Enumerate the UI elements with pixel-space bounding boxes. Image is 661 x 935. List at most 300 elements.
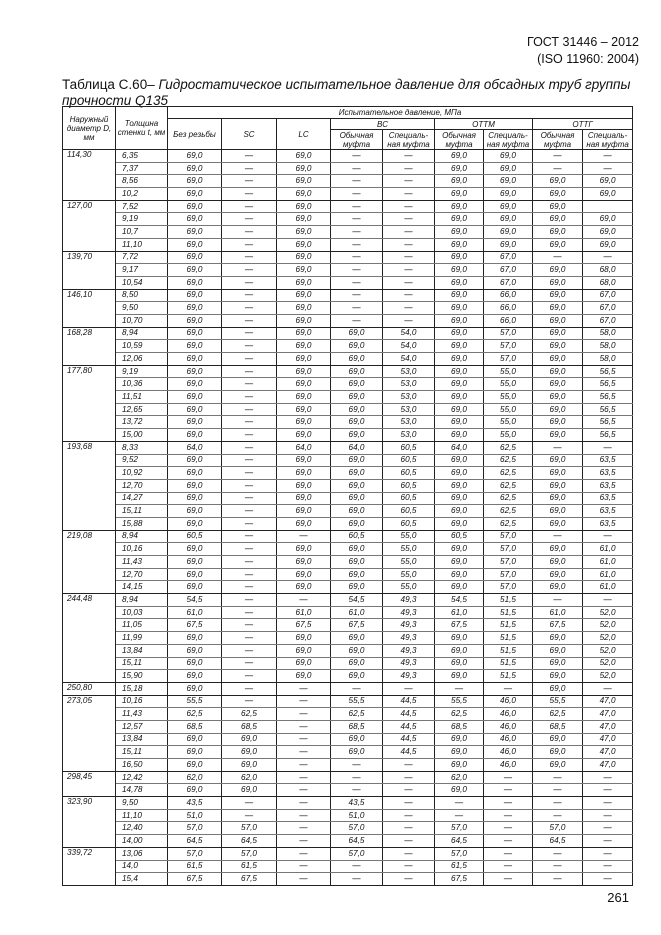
wall-thickness-cell: 15,11: [116, 657, 168, 670]
pressure-cell: 69,0: [277, 150, 331, 163]
pressure-cell: 69,0: [277, 175, 331, 188]
wall-thickness-cell: 7,72: [116, 251, 168, 264]
pressure-cell: —: [277, 822, 331, 835]
pressure-cell: 69,0: [435, 289, 484, 302]
pressure-cell: —: [435, 797, 484, 810]
pressure-cell: 69,0: [484, 200, 533, 213]
pressure-cell: —: [583, 251, 633, 264]
pressure-cell: —: [222, 543, 277, 556]
pressure-cell: —: [222, 479, 277, 492]
wall-thickness-cell: 14,27: [116, 492, 168, 505]
pressure-cell: 69,0: [168, 378, 222, 391]
wall-thickness-cell: 10,16: [116, 543, 168, 556]
pressure-cell: —: [533, 847, 583, 860]
pressure-cell: —: [222, 644, 277, 657]
pressure-cell: 49,3: [383, 670, 435, 683]
pressure-cell: 69,0: [533, 467, 583, 480]
pressure-cell: 55,0: [484, 365, 533, 378]
pressure-cell: 69,0: [331, 327, 383, 340]
pressure-cell: —: [583, 771, 633, 784]
pressure-cell: 69,0: [583, 213, 633, 226]
pressure-cell: 69,0: [533, 340, 583, 353]
pressure-cell: 69,0: [331, 467, 383, 480]
pressure-cell: 69,0: [435, 632, 484, 645]
pressure-cell: 69,0: [435, 467, 484, 480]
pressure-cell: 53,0: [383, 391, 435, 404]
pressure-cell: —: [331, 175, 383, 188]
pressure-cell: —: [533, 784, 583, 797]
pressure-cell: 49,3: [383, 594, 435, 607]
pressure-cell: —: [533, 251, 583, 264]
pressure-cell: 69,0: [435, 340, 484, 353]
pressure-cell: —: [484, 835, 533, 848]
pressure-cell: 52,0: [583, 657, 633, 670]
pressure-cell: —: [331, 150, 383, 163]
pressure-cell: 69,0: [331, 353, 383, 366]
pressure-cell: 69,0: [435, 391, 484, 404]
pressure-cell: 69,0: [277, 188, 331, 201]
pressure-cell: —: [222, 619, 277, 632]
wall-thickness-cell: 11,99: [116, 632, 168, 645]
table-row: [63, 860, 633, 873]
header-bc: BC: [331, 119, 435, 130]
pressure-cell: —: [222, 162, 277, 175]
pressure-cell: 69,0: [331, 429, 383, 442]
pressure-cell: 69,0: [277, 200, 331, 213]
wall-thickness-cell: 11,10: [116, 238, 168, 251]
pressure-cell: 69,0: [583, 175, 633, 188]
table-row: [63, 619, 633, 632]
pressure-cell: 55,0: [484, 391, 533, 404]
pressure-cell: 52,0: [583, 644, 633, 657]
table-row: [63, 378, 633, 391]
pressure-cell: 69,0: [331, 479, 383, 492]
pressure-cell: 69,0: [277, 581, 331, 594]
pressure-cell: 55,0: [484, 429, 533, 442]
wall-thickness-cell: 12,06: [116, 353, 168, 366]
pressure-cell: 69,0: [435, 162, 484, 175]
pressure-cell: 64,0: [331, 441, 383, 454]
pressure-cell: 69,0: [168, 416, 222, 429]
pressure-cell: 69,0: [533, 200, 583, 213]
pressure-cell: —: [222, 505, 277, 518]
pressure-cell: 69,0: [331, 733, 383, 746]
pressure-cell: —: [331, 289, 383, 302]
pressure-cell: 69,0: [533, 733, 583, 746]
pressure-cell: 69,0: [168, 467, 222, 480]
pressure-cell: 69,0: [331, 454, 383, 467]
pressure-cell: 62,5: [484, 454, 533, 467]
pressure-cell: 54,0: [383, 327, 435, 340]
pressure-cell: —: [583, 847, 633, 860]
pressure-cell: 47,0: [583, 695, 633, 708]
table-row: [63, 454, 633, 467]
pressure-cell: 69,0: [331, 505, 383, 518]
pressure-cell: —: [484, 847, 533, 860]
wall-thickness-cell: 12,70: [116, 479, 168, 492]
pressure-cell: 63,5: [583, 492, 633, 505]
pressure-cell: 69,0: [331, 378, 383, 391]
pressure-cell: 64,5: [168, 835, 222, 848]
pressure-cell: 69,0: [533, 454, 583, 467]
pressure-cell: —: [331, 873, 383, 886]
pressure-cell: 57,0: [484, 581, 533, 594]
pressure-cell: 69,0: [435, 264, 484, 277]
header-outer-diameter: Наружный диаметр D, мм: [63, 107, 116, 150]
pressure-cell: 61,0: [583, 568, 633, 581]
pressure-cell: 64,5: [222, 835, 277, 848]
pressure-cell: 69,0: [435, 492, 484, 505]
pressure-cell: 57,0: [435, 847, 484, 860]
pressure-cell: —: [383, 873, 435, 886]
pressure-cell: 69,0: [484, 162, 533, 175]
pressure-cell: 67,0: [583, 289, 633, 302]
pressure-cell: 64,5: [435, 835, 484, 848]
pressure-cell: 57,0: [435, 822, 484, 835]
pressure-cell: 56,5: [583, 365, 633, 378]
pressure-cell: 56,5: [583, 416, 633, 429]
wall-thickness-cell: 12,40: [116, 822, 168, 835]
pressure-cell: 51,0: [331, 809, 383, 822]
table-row: [63, 213, 633, 226]
table-row: [63, 771, 633, 784]
pressure-cell: 69,0: [533, 314, 583, 327]
pressure-cell: 60,5: [383, 454, 435, 467]
pressure-cell: —: [222, 353, 277, 366]
pressure-cell: 66,0: [484, 302, 533, 315]
pressure-cell: —: [484, 797, 533, 810]
pressure-cell: —: [222, 594, 277, 607]
table-row: [63, 822, 633, 835]
pressure-cell: 69,0: [435, 403, 484, 416]
outer-diameter-cell: 250,80: [63, 682, 116, 695]
pressure-cell: 57,0: [533, 822, 583, 835]
outer-diameter-cell: 177,80: [63, 365, 116, 441]
pressure-cell: —: [222, 809, 277, 822]
pressure-cell: —: [277, 746, 331, 759]
pressure-cell: —: [484, 860, 533, 873]
pressure-cell: 69,0: [277, 289, 331, 302]
pressure-cell: —: [383, 276, 435, 289]
pressure-cell: 44,5: [383, 746, 435, 759]
pressure-cell: 69,0: [331, 568, 383, 581]
table-row: [63, 188, 633, 201]
pressure-cell: 67,5: [435, 873, 484, 886]
outer-diameter-cell: 114,30: [63, 150, 116, 201]
pressure-cell: 69,0: [533, 264, 583, 277]
pressure-cell: 69,0: [435, 543, 484, 556]
table-row: [63, 226, 633, 239]
pressure-cell: 46,0: [484, 720, 533, 733]
pressure-cell: 69,0: [277, 632, 331, 645]
pressure-cell: —: [435, 809, 484, 822]
pressure-cell: —: [484, 771, 533, 784]
pressure-cell: 69,0: [435, 429, 484, 442]
table-row: [63, 632, 633, 645]
pressure-cell: —: [583, 835, 633, 848]
pressure-cell: 69,0: [533, 581, 583, 594]
pressure-cell: 69,0: [277, 391, 331, 404]
pressure-cell: [583, 200, 633, 213]
pressure-cell: 69,0: [168, 264, 222, 277]
pressure-cell: 69,0: [435, 416, 484, 429]
header-lc: LC: [277, 119, 331, 150]
pressure-cell: 67,0: [583, 302, 633, 315]
pressure-cell: —: [277, 759, 331, 772]
pressure-cell: 69,0: [435, 568, 484, 581]
pressure-cell: —: [222, 467, 277, 480]
pressure-cell: —: [383, 835, 435, 848]
pressure-cell: 52,0: [583, 606, 633, 619]
pressure-cell: 63,5: [583, 467, 633, 480]
pressure-cell: 69,0: [435, 759, 484, 772]
pressure-cell: —: [331, 276, 383, 289]
pressure-cell: —: [383, 771, 435, 784]
pressure-cell: 47,0: [583, 708, 633, 721]
pressure-cell: 69,0: [277, 479, 331, 492]
pressure-cell: —: [331, 162, 383, 175]
pressure-cell: —: [533, 860, 583, 873]
pressure-cell: —: [277, 873, 331, 886]
pressure-cell: 69,0: [533, 378, 583, 391]
pressure-cell: 57,0: [484, 568, 533, 581]
pressure-cell: —: [383, 150, 435, 163]
pressure-cell: —: [484, 809, 533, 822]
pressure-cell: 53,0: [383, 416, 435, 429]
pressure-cell: 69,0: [435, 150, 484, 163]
pressure-cell: 67,0: [484, 251, 533, 264]
pressure-cell: 69,0: [533, 556, 583, 569]
wall-thickness-cell: 11,10: [116, 809, 168, 822]
pressure-cell: —: [331, 682, 383, 695]
wall-thickness-cell: 10,92: [116, 467, 168, 480]
table-row: [63, 429, 633, 442]
pressure-cell: 60,5: [168, 530, 222, 543]
pressure-cell: 67,5: [331, 619, 383, 632]
pressure-cell: —: [533, 809, 583, 822]
pressure-cell: 69,0: [533, 213, 583, 226]
wall-thickness-cell: 9,50: [116, 302, 168, 315]
wall-thickness-cell: 11,05: [116, 619, 168, 632]
pressure-cell: 69,0: [168, 759, 222, 772]
pressure-cell: 64,0: [277, 441, 331, 454]
pressure-cell: —: [222, 238, 277, 251]
pressure-cell: —: [277, 720, 331, 733]
header-wall-thickness: Толщина стенки t, мм: [116, 107, 168, 150]
pressure-cell: 69,0: [484, 213, 533, 226]
table-row: [63, 264, 633, 277]
header-bc-regular: Обычная муфта: [331, 130, 383, 150]
pressure-cell: 69,0: [435, 657, 484, 670]
outer-diameter-cell: 339,72: [63, 847, 116, 885]
pressure-cell: —: [277, 530, 331, 543]
pressure-cell: 69,0: [222, 746, 277, 759]
pressure-cell: 69,0: [168, 391, 222, 404]
pressure-cell: —: [222, 365, 277, 378]
table-row: [63, 682, 633, 695]
wall-thickness-cell: 13,72: [116, 416, 168, 429]
table-row: [63, 365, 633, 378]
pressure-cell: 69,0: [168, 784, 222, 797]
pressure-cell: 69,0: [168, 746, 222, 759]
pressure-cell: 64,0: [435, 441, 484, 454]
pressure-cell: —: [383, 213, 435, 226]
pressure-cell: 69,0: [331, 517, 383, 530]
pressure-cell: 62,5: [435, 708, 484, 721]
table-row: [63, 479, 633, 492]
wall-thickness-cell: 8,94: [116, 594, 168, 607]
pressure-cell: 47,0: [583, 746, 633, 759]
pressure-cell: 69,0: [435, 276, 484, 289]
table-header: [63, 107, 633, 150]
pressure-cell: 69,0: [331, 746, 383, 759]
pressure-cell: —: [277, 594, 331, 607]
pressure-cell: —: [533, 441, 583, 454]
pressure-cell: 69,0: [277, 454, 331, 467]
pressure-cell: 58,0: [583, 327, 633, 340]
pressure-cell: 69,0: [222, 784, 277, 797]
pressure-cell: —: [583, 150, 633, 163]
pressure-cell: 57,0: [222, 847, 277, 860]
pressure-cell: —: [222, 568, 277, 581]
pressure-cell: 57,0: [484, 340, 533, 353]
pressure-cell: 54,0: [383, 340, 435, 353]
table-row: [63, 251, 633, 264]
outer-diameter-cell: 298,45: [63, 771, 116, 796]
pressure-cell: 68,5: [168, 720, 222, 733]
pressure-cell: —: [435, 682, 484, 695]
pressure-cell: 61,0: [168, 606, 222, 619]
pressure-cell: 49,3: [383, 606, 435, 619]
pressure-cell: 52,0: [583, 632, 633, 645]
pressure-cell: 69,0: [331, 365, 383, 378]
pressure-cell: 69,0: [533, 365, 583, 378]
pressure-cell: —: [222, 251, 277, 264]
outer-diameter-cell: 244,48: [63, 594, 116, 683]
wall-thickness-cell: 10,70: [116, 314, 168, 327]
pressure-cell: —: [222, 581, 277, 594]
pressure-cell: 61,0: [583, 581, 633, 594]
pressure-cell: 69,0: [435, 784, 484, 797]
wall-thickness-cell: 10,59: [116, 340, 168, 353]
pressure-cell: 47,0: [583, 759, 633, 772]
pressure-cell: 69,0: [277, 302, 331, 315]
pressure-cell: 69,0: [533, 746, 583, 759]
pressure-cell: —: [383, 682, 435, 695]
table-row: [63, 873, 633, 886]
pressure-cell: 69,0: [168, 556, 222, 569]
table-row: [63, 847, 633, 860]
pressure-cell: 62,5: [484, 492, 533, 505]
pressure-cell: —: [222, 530, 277, 543]
pressure-cell: 63,5: [583, 454, 633, 467]
pressure-cell: 69,0: [168, 238, 222, 251]
header-bc-special: Специаль-ная муфта: [383, 130, 435, 150]
table-row: [63, 759, 633, 772]
pressure-cell: 69,0: [331, 492, 383, 505]
pressure-cell: 63,5: [583, 479, 633, 492]
pressure-cell: —: [383, 822, 435, 835]
pressure-cell: —: [383, 759, 435, 772]
pressure-cell: 58,0: [583, 353, 633, 366]
pressure-cell: 62,5: [168, 708, 222, 721]
pressure-cell: 69,0: [533, 505, 583, 518]
pressure-cell: 69,0: [168, 276, 222, 289]
pressure-cell: 57,0: [484, 556, 533, 569]
pressure-cell: —: [222, 517, 277, 530]
pressure-cell: 68,0: [583, 276, 633, 289]
pressure-cell: —: [331, 226, 383, 239]
pressure-cell: —: [583, 784, 633, 797]
pressure-cell: 61,0: [583, 556, 633, 569]
pressure-cell: 44,5: [383, 733, 435, 746]
table-caption: [62, 77, 632, 109]
pressure-cell: 64,0: [168, 441, 222, 454]
pressure-cell: 69,0: [277, 378, 331, 391]
pressure-cell: 62,0: [435, 771, 484, 784]
pressure-cell: —: [383, 188, 435, 201]
wall-thickness-cell: 14,00: [116, 835, 168, 848]
pressure-cell: 68,5: [222, 720, 277, 733]
pressure-cell: 69,0: [331, 670, 383, 683]
pressure-cell: 54,5: [168, 594, 222, 607]
pressure-cell: 69,0: [277, 657, 331, 670]
pressure-cell: 69,0: [533, 188, 583, 201]
pressure-cell: 67,5: [168, 619, 222, 632]
pressure-cell: —: [533, 771, 583, 784]
pressure-cell: —: [383, 238, 435, 251]
pressure-cell: 60,5: [383, 492, 435, 505]
pressure-cell: 69,0: [277, 276, 331, 289]
pressure-cell: 46,0: [484, 708, 533, 721]
pressure-cell: —: [277, 847, 331, 860]
pressure-cell: 69,0: [277, 467, 331, 480]
table-row: [63, 441, 633, 454]
wall-thickness-cell: 15,4: [116, 873, 168, 886]
pressure-cell: —: [222, 403, 277, 416]
pressure-cell: 54,5: [435, 594, 484, 607]
wall-thickness-cell: 12,70: [116, 568, 168, 581]
pressure-cell: —: [222, 556, 277, 569]
pressure-cell: 69,0: [277, 568, 331, 581]
pressure-cell: 61,0: [533, 606, 583, 619]
pressure-cell: 46,0: [484, 759, 533, 772]
pressure-cell: 69,0: [484, 226, 533, 239]
pressure-cell: —: [222, 416, 277, 429]
pressure-cell: 69,0: [277, 213, 331, 226]
pressure-cell: 46,0: [484, 695, 533, 708]
pressure-cell: 69,0: [331, 657, 383, 670]
table-row: [63, 391, 633, 404]
pressure-cell: —: [533, 594, 583, 607]
pressure-cell: 69,0: [168, 517, 222, 530]
pressure-cell: 69,0: [331, 391, 383, 404]
pressure-cell: 69,0: [583, 238, 633, 251]
pressure-cell: 69,0: [168, 302, 222, 315]
pressure-cell: 69,0: [533, 657, 583, 670]
table-row: [63, 657, 633, 670]
pressure-cell: 51,5: [484, 594, 533, 607]
pressure-cell: 69,0: [168, 644, 222, 657]
pressure-cell: —: [533, 150, 583, 163]
pressure-cell: —: [484, 682, 533, 695]
pressure-cell: 46,0: [484, 733, 533, 746]
pressure-cell: 69,0: [533, 276, 583, 289]
pressure-cell: —: [277, 695, 331, 708]
wall-thickness-cell: 12,65: [116, 403, 168, 416]
table-row: [63, 276, 633, 289]
table-row: [63, 670, 633, 683]
